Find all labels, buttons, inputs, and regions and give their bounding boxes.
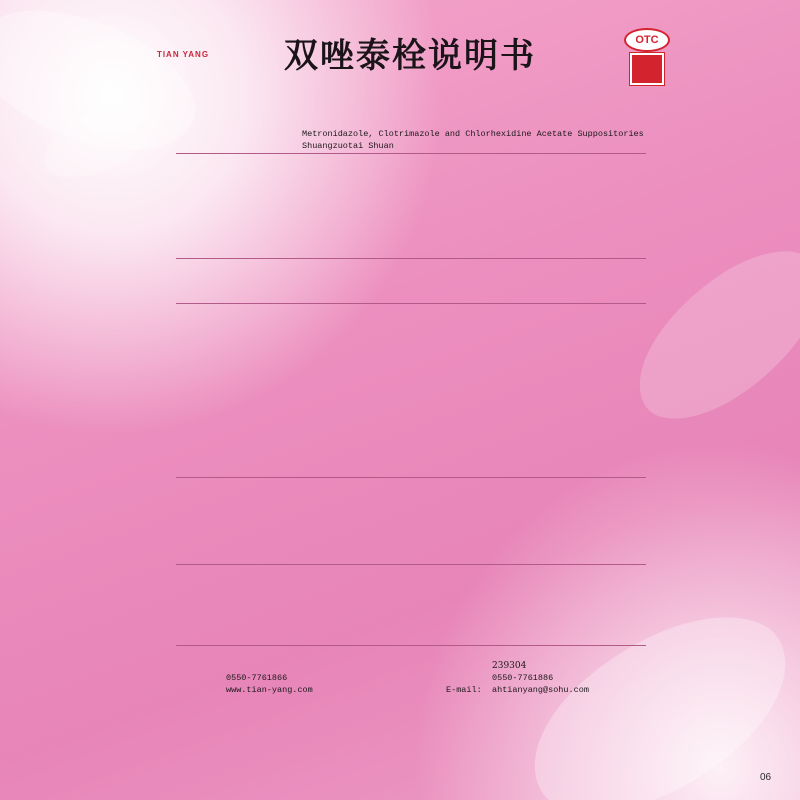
section-label	[176, 606, 226, 618]
brand-logo	[150, 32, 216, 59]
manufacturer-phone	[226, 672, 446, 684]
divider	[176, 303, 646, 304]
indications-section	[176, 207, 646, 219]
section-label	[176, 233, 226, 257]
adverse-reactions-text	[226, 261, 646, 301]
manufacturer-name	[272, 648, 646, 660]
manufacturer-address	[226, 660, 446, 672]
drug-name-section	[176, 116, 646, 152]
specification-section	[176, 220, 646, 232]
indications-text	[226, 207, 646, 219]
interactions-text	[226, 480, 646, 520]
standard-text	[226, 606, 646, 618]
pharmacology-section	[176, 522, 646, 563]
english-name-label	[226, 128, 302, 140]
divider	[176, 645, 646, 646]
section-label	[176, 522, 226, 563]
contraindications-text	[226, 306, 646, 476]
common-name-value	[302, 116, 646, 128]
pinyin-name-label	[226, 140, 302, 152]
category-text	[226, 194, 646, 206]
footer-note	[250, 752, 570, 768]
adverse-reactions-section	[176, 261, 646, 302]
standard-section	[176, 606, 646, 618]
section-label	[176, 619, 226, 631]
storage-text	[226, 567, 646, 579]
fax-value: 0550-7761886	[492, 673, 554, 683]
subtitle	[220, 74, 600, 88]
section-label	[176, 632, 226, 644]
interactions-section	[176, 480, 646, 521]
pinyin-name-value: Shuangzuotai Shuan	[302, 141, 394, 151]
divider	[176, 564, 646, 565]
revision-text	[226, 632, 646, 644]
composition-section	[176, 156, 646, 180]
page-title: 双唑泰栓说明书	[284, 36, 536, 76]
usage-text	[226, 233, 646, 257]
web-url: www.tian-yang.com	[226, 685, 313, 695]
approval-text	[226, 619, 646, 631]
pharmacology-text	[226, 522, 646, 562]
category-section	[176, 194, 646, 206]
email-value: ahtianyang@sohu.com	[492, 685, 589, 695]
english-name-value: Metronidazole, Clotrimazole and Chlorhexidine Acetate Suppositories	[302, 129, 644, 139]
common-name-label	[226, 116, 302, 128]
postcode-label	[446, 660, 492, 672]
manufacturer-name-label	[226, 648, 272, 660]
divider	[176, 153, 646, 154]
divider	[176, 258, 646, 259]
brand-mark	[150, 32, 216, 50]
section-label	[176, 181, 226, 193]
manufacturer-section	[176, 648, 646, 696]
section-label	[176, 593, 226, 605]
storage-section	[176, 567, 646, 579]
postcode-value: 239304	[492, 661, 527, 671]
page-number: 06	[760, 772, 772, 783]
section-label	[176, 220, 226, 232]
package-section	[176, 580, 646, 592]
section-label	[176, 156, 226, 180]
usage-section	[176, 233, 646, 257]
validity-text	[226, 593, 646, 605]
contraindications-section	[176, 306, 646, 476]
email-label: E-mail:	[446, 685, 482, 695]
section-label	[176, 567, 226, 579]
manufacturer-web	[226, 684, 446, 696]
section-label	[176, 480, 226, 521]
section-label	[176, 207, 226, 219]
otc-category-badge	[630, 53, 664, 85]
divider	[176, 477, 646, 478]
section-label	[176, 648, 226, 660]
approval-section	[176, 619, 646, 631]
fax-label	[446, 672, 492, 684]
leaflet-content	[176, 116, 646, 696]
specification-text	[226, 220, 646, 232]
section-label	[176, 580, 226, 592]
drug-name-label	[176, 116, 226, 152]
phone-value: 0550-7761866	[226, 673, 288, 683]
character-text	[226, 181, 646, 193]
character-section	[176, 181, 646, 193]
brand-latin: TIAN YANG	[156, 50, 210, 59]
package-text	[226, 580, 646, 592]
composition-text	[226, 156, 646, 180]
validity-section	[176, 593, 646, 605]
section-label	[176, 194, 226, 206]
section-label	[176, 261, 226, 302]
otc-badge: OTC	[624, 28, 670, 52]
revision-section	[176, 632, 646, 644]
section-label	[176, 306, 226, 476]
